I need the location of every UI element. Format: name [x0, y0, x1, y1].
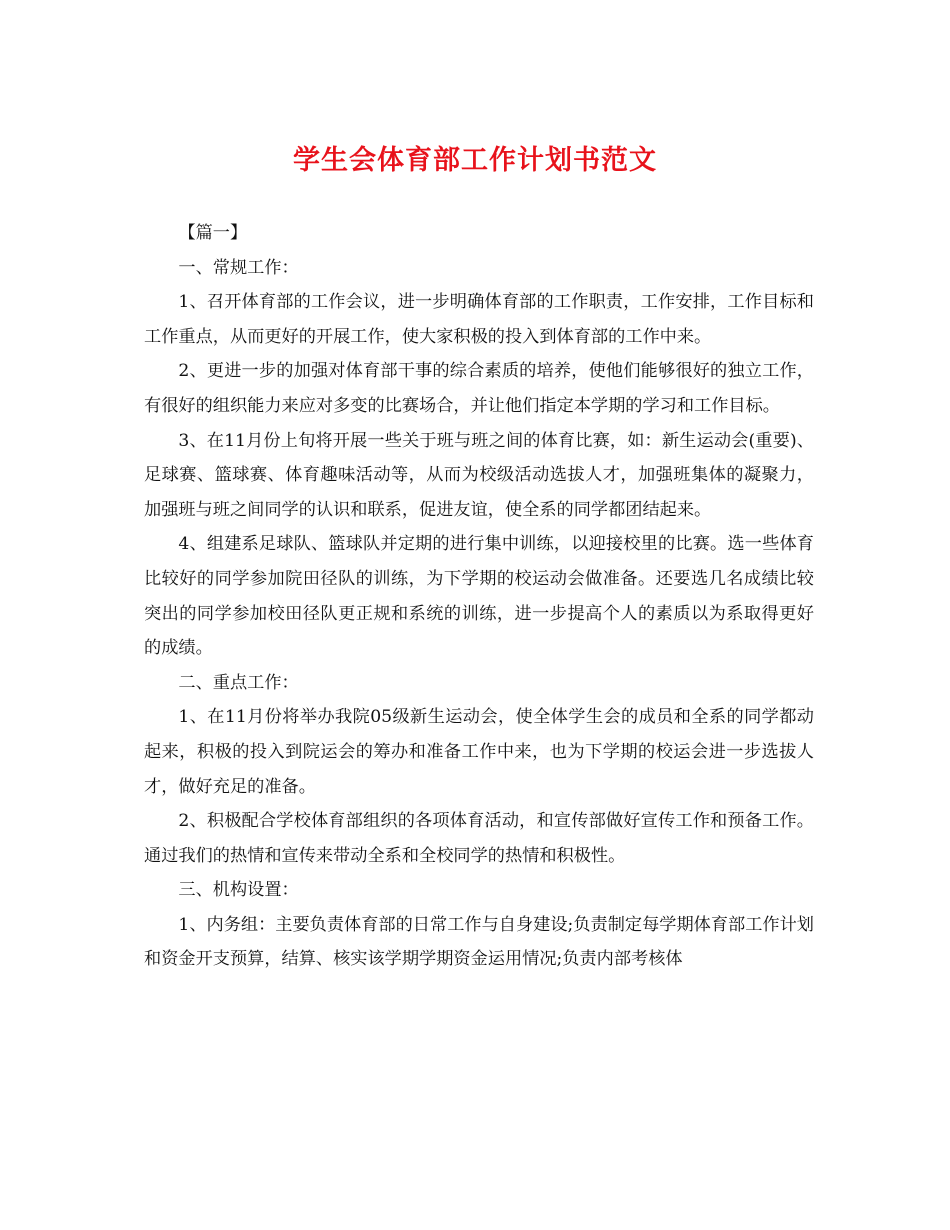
- paragraph: 4、组建系足球队、篮球队并定期的进行集中训练，以迎接校里的比赛。选一些体育比较好的同学参加院田径队的训练，为下学期的校运动会做准备。还要选几名成绩比较突出的同学参加校田径队更正规和系统的训练，进一步提高个人的素质以为系取得更好的成绩。: [144, 534, 814, 659]
- section-heading: 二、重点工作：: [178, 672, 299, 693]
- section-heading: 一、常规工作：: [178, 257, 299, 278]
- paragraph: 2、更进一步的加强对体育部干事的综合素质的培养，使他们能够很好的独立工作，有很好的组织能力来应对多变的比赛场合，并让他们指定本学期的学习和工作目标。: [144, 361, 814, 416]
- paragraph: 1、在11月份将举办我院05级新生运动会，使全体学生会的成员和全系的同学都动起来，积极的投入到院运会的筹办和准备工作中来，也为下学期的校运会进一步选拔人才，做好充足的准备。: [144, 707, 814, 797]
- paragraph: 1、内务组：主要负责体育部的日常工作与自身建设;负责制定每学期体育部工作计划和资金开支预算，结算、核实该学期学期资金运用情况;负责内部考核体: [144, 914, 814, 970]
- paragraph: 1、召开体育部的工作会议，进一步明确体育部的工作职责，工作安排，工作目标和工作重点，从而更好的开展工作，使大家积极的投入到体育部的工作中来。: [144, 292, 814, 347]
- section-heading: 三、机构设置：: [178, 880, 299, 901]
- paragraph: 3、在11月份上旬将开展一些关于班与班之间的体育比赛，如：新生运动会(重要)、足球赛、篮球赛、体育趣味活动等，从而为校级活动选拔人才，加强班集体的凝聚力，加强班与班之间同学的认识和联系，促进友谊，使全系的同学都团结起来。: [144, 430, 814, 520]
- document-title: 学生会体育部工作计划书范文: [293, 145, 657, 176]
- section-label: 【篇一】: [178, 223, 248, 243]
- document-body: [144, 216, 814, 977]
- paragraph: 2、积极配合学校体育部组织的各项体育活动，和宣传部做好宣传工作和预备工作。通过我们的热情和宣传来带动全系和全校同学的热情和积极性。: [144, 811, 814, 866]
